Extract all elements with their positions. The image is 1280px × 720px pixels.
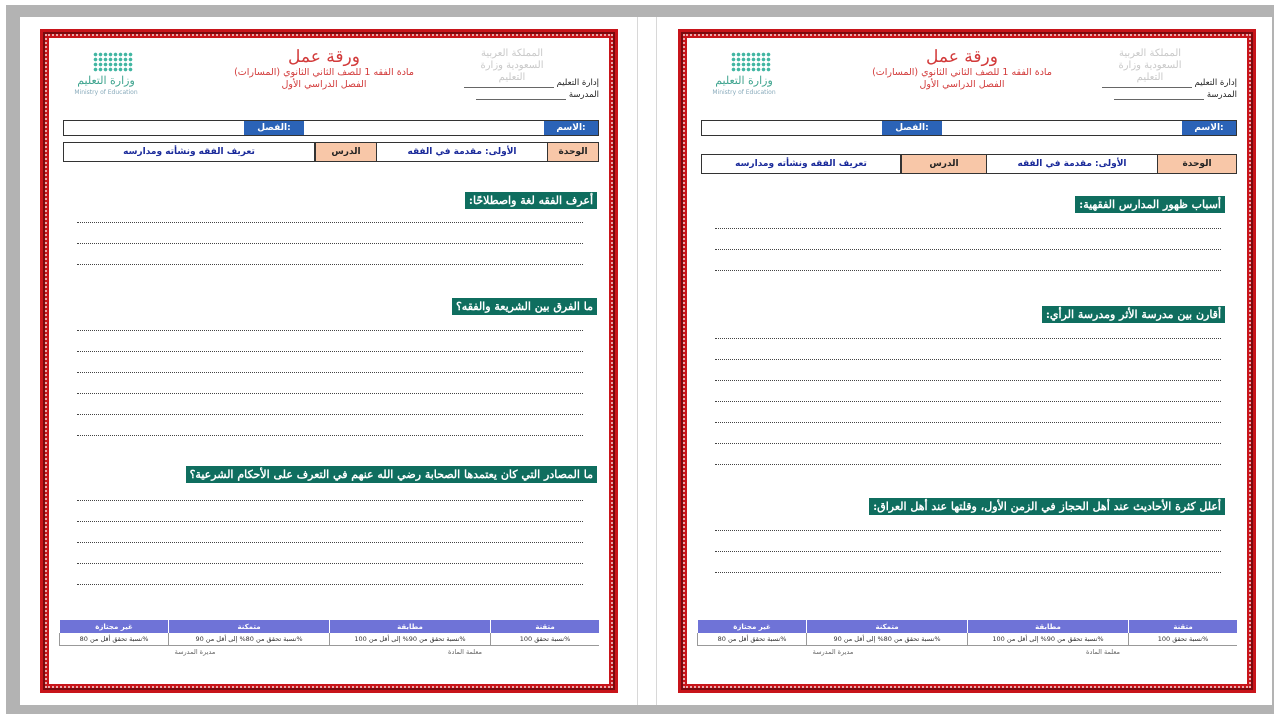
name-field[interactable] <box>942 121 1182 135</box>
unit-value: الأولى: مقدمة في الفقه <box>986 155 1158 173</box>
question-2: أقارن بين مدرسة الأثر ومدرسة الرأي: <box>1042 306 1225 323</box>
answer-line[interactable] <box>77 435 583 436</box>
admin-label: إدارة التعليم <box>1194 78 1237 88</box>
answer-line[interactable] <box>77 542 583 543</box>
level-criterion: نسبة تحقق أقل من 80% <box>59 633 168 645</box>
assessment-footer <box>59 620 599 664</box>
name-class-row <box>63 120 599 136</box>
semester-line: الفصل الدراسي الأول <box>281 79 367 90</box>
kingdom-logo-text: المملكة العربية السعودية وزارة التعليم <box>1118 48 1182 83</box>
answer-line[interactable] <box>715 443 1221 444</box>
level-header: متمكنة <box>806 620 967 633</box>
name-field[interactable] <box>304 121 544 135</box>
ministry-name: وزارة التعليم <box>715 74 773 87</box>
unit-lesson-row <box>701 154 1237 174</box>
worksheet-title: ورقة عمل <box>288 47 360 67</box>
level-header: متمكنة <box>168 620 329 633</box>
class-field[interactable] <box>64 121 244 135</box>
answer-line[interactable] <box>77 222 583 223</box>
question-2: ما الفرق بين الشريعة والفقه؟ <box>452 298 597 315</box>
name-class-row <box>701 120 1237 136</box>
level-criterion: نسبة تحقق 100% <box>1128 633 1237 645</box>
question-1: أعرف الفقه لغة واصطلاحًا: <box>465 192 597 209</box>
admin-school-block <box>1077 77 1237 101</box>
answer-line[interactable] <box>715 380 1221 381</box>
unit-label: الوحدة <box>548 143 598 161</box>
answer-line[interactable] <box>715 530 1221 531</box>
ministry-name: وزارة التعليم <box>77 74 135 87</box>
signature-principal: مديرة المدرسة <box>812 648 854 656</box>
subject-line: مادة الفقه 1 للصف الثاني الثانوي (المسارات) <box>872 67 1052 78</box>
admin-line <box>464 78 554 88</box>
ministry-name-en: Ministry of Education <box>712 89 776 96</box>
class-field[interactable] <box>702 121 882 135</box>
school-label: المدرسة <box>1206 90 1237 100</box>
answer-line[interactable] <box>77 500 583 501</box>
ministry-name-en: Ministry of Education <box>74 89 138 96</box>
answer-line[interactable] <box>77 351 583 352</box>
level-criterion: نسبة تحقق أقل من 80% <box>697 633 806 645</box>
unit-value: الأولى: مقدمة في الفقه <box>376 143 548 161</box>
signature-principal: مديرة المدرسة <box>174 648 216 656</box>
kingdom-logo-text: المملكة العربية السعودية وزارة التعليم <box>480 48 544 83</box>
admin-label: إدارة التعليم <box>556 78 599 88</box>
answer-line[interactable] <box>715 551 1221 552</box>
level-header: غير مجتازة <box>697 620 806 633</box>
question-3: أعلل كثرة الأحاديث عند أهل الحجاز في الزمن الأول، وقلتها عند أهل العراق: <box>869 498 1225 515</box>
school-label: المدرسة <box>568 90 599 100</box>
assessment-footer <box>697 620 1237 664</box>
answer-line[interactable] <box>715 422 1221 423</box>
answer-line[interactable] <box>715 359 1221 360</box>
ministry-logo <box>61 52 151 100</box>
answer-line[interactable] <box>77 563 583 564</box>
level-header: مطابقة <box>329 620 490 633</box>
admin-school-block <box>439 77 599 101</box>
answer-line[interactable] <box>715 228 1221 229</box>
answer-line[interactable] <box>715 249 1221 250</box>
answer-line[interactable] <box>77 330 583 331</box>
answer-line[interactable] <box>77 521 583 522</box>
lesson-value: تعريف الفقه ونشأته ومدارسه <box>64 143 315 161</box>
answer-line[interactable] <box>715 338 1221 339</box>
title-block <box>199 47 449 91</box>
level-header: متقنة <box>490 620 599 633</box>
answer-line[interactable] <box>77 584 583 585</box>
signature-teacher: معلمة المادة <box>1086 648 1120 656</box>
name-label: الاسم: <box>1182 121 1236 135</box>
ministry-logo <box>699 52 789 100</box>
question-3: ما المصادر التي كان يعتمدها الصحابة رضي الله عنهم في التعرف على الأحكام الشرعية؟ <box>186 466 597 483</box>
level-criterion: نسبة تحقق من 90% إلى أقل من 100% <box>329 633 490 645</box>
ministry-logo-icon <box>731 52 771 72</box>
level-header: متقنة <box>1128 620 1237 633</box>
page-header <box>59 44 599 104</box>
answer-line[interactable] <box>77 414 583 415</box>
screenshot-frame <box>6 5 1274 714</box>
worksheet-page-1 <box>40 29 618 693</box>
answer-line[interactable] <box>77 393 583 394</box>
school-line <box>476 90 566 100</box>
worksheet-title: ورقة عمل <box>926 47 998 67</box>
level-header: مطابقة <box>967 620 1128 633</box>
worksheet-page-2 <box>678 29 1256 693</box>
answer-line[interactable] <box>77 264 583 265</box>
signature-teacher: معلمة المادة <box>448 648 482 656</box>
unit-lesson-row <box>63 142 599 162</box>
unit-label: الوحدة <box>1158 155 1236 173</box>
level-criterion: نسبة تحقق من 80% إلى أقل من 90% <box>806 633 967 645</box>
level-criterion: نسبة تحقق من 80% إلى أقل من 90% <box>168 633 329 645</box>
title-block <box>837 47 1087 91</box>
answer-line[interactable] <box>715 572 1221 573</box>
page-separator <box>637 17 657 705</box>
semester-line: الفصل الدراسي الأول <box>919 79 1005 90</box>
level-criterion: نسبة تحقق 100% <box>490 633 599 645</box>
ministry-logo-icon <box>93 52 133 72</box>
answer-line[interactable] <box>77 372 583 373</box>
level-header: غير مجتازة <box>59 620 168 633</box>
subject-line: مادة الفقه 1 للصف الثاني الثانوي (المسارات) <box>234 67 414 78</box>
lesson-label: الدرس <box>901 155 986 173</box>
class-label: الفصل: <box>244 121 304 135</box>
question-1: أسباب ظهور المدارس الفقهية: <box>1075 196 1225 213</box>
answer-line[interactable] <box>77 243 583 244</box>
name-label: الاسم: <box>544 121 598 135</box>
lesson-label: الدرس <box>315 143 376 161</box>
document-sheet <box>20 17 1272 705</box>
level-criterion: نسبة تحقق من 90% إلى أقل من 100% <box>967 633 1128 645</box>
admin-line <box>1102 78 1192 88</box>
page-header <box>697 44 1237 104</box>
answer-line[interactable] <box>715 270 1221 271</box>
answer-line[interactable] <box>715 464 1221 465</box>
answer-line[interactable] <box>715 401 1221 402</box>
school-line <box>1114 90 1204 100</box>
lesson-value: تعريف الفقه ونشأته ومدارسه <box>702 155 901 173</box>
class-label: الفصل: <box>882 121 942 135</box>
